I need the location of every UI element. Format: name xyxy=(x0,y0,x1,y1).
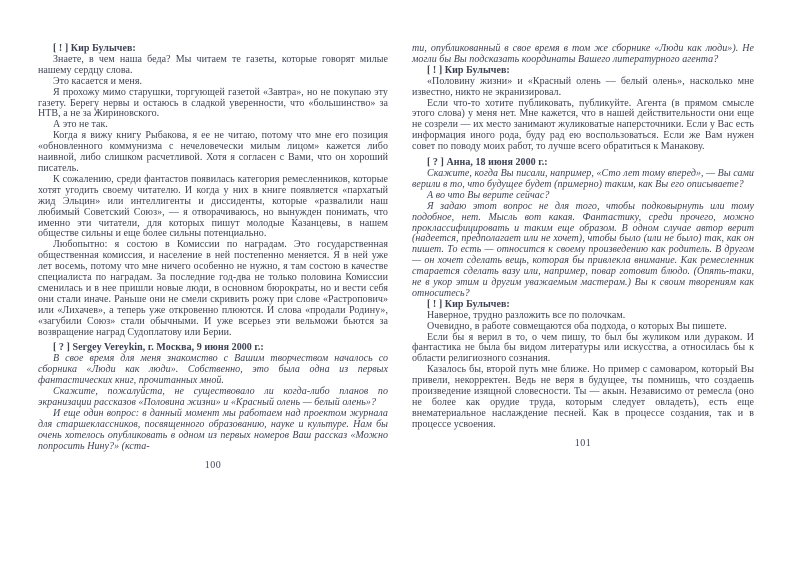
paragraph: Когда я вижу книгу Рыбакова, я ее не читаю, потому что мне его позиция «обновленного коммунизма с нечеловечески милым лицом» кажется либо наивной, либо слишком расчетливой. Хотя я согласен с Вами, что он хороший писатель. xyxy=(38,130,388,174)
paragraph: Наверное, трудно разложить все по полочкам. xyxy=(427,309,626,321)
paragraph: Это касается и меня. xyxy=(53,75,143,87)
page-number-left: 100 xyxy=(204,459,222,471)
page-right xyxy=(412,44,754,449)
paragraph: ти, опубликованный в свое время в том же сборнике «Люди как люди»). Не могли бы Вы подсказать координаты Вашего литературного агента? xyxy=(412,43,754,65)
paragraph: А это не так. xyxy=(53,119,108,131)
speaker-heading: [ ? ] Анна, 18 июня 2000 г.: xyxy=(427,157,548,169)
page-left xyxy=(38,44,388,471)
speaker-heading: [ ! ] Кир Булычев: xyxy=(427,64,510,76)
paragraph: Любопытно: я состою в Комиссии по наградам. Это государственная общественная комиссия, и население в ней постепенно меняется. Я в ней уже лет восемь, потому что мне ничего особенно не нужно, я там состою в качестве специалиста по наградам. За последние год-два не только половина Комиссии сменилась и в нее пришли новые люди, в основном бюрократы, но и вести себя они стали иначе. Раньше они не смели скривить рожу при слове «Растропович» или «Лихачев», а теперь уже откровенно плюются. И слова «продали Родину», «загубили Союз» стали обычными. И уже всерьез эти вельможи бьются за возвращение наград Судоплатову или Берии. xyxy=(38,239,388,338)
paragraph: К сожалению, среди фантастов появилась категория ремесленников, которые хотят угодить своему читателю. И когда у них в книге появляется «пархатый жид Эльцин» или интеллигенты и диссиденты, которые «развалили наш любимый Советский Союз», — я отворачиваюсь, но вынужден понимать, что именно эти читатели, для которых пишут молодые Казанцевы, в нашем обществе сильны и еще более сильны потенциально. xyxy=(38,173,388,240)
speaker-heading: [ ? ] Sergey Vereykin, г. Москва, 9 июня 2000 г.: xyxy=(53,342,264,354)
page-number-right: 101 xyxy=(574,437,592,449)
paragraph: А во что Вы верите сейчас? xyxy=(427,189,550,201)
paragraph: Я прохожу мимо старушки, торгующей газетой «Завтра», но не покупаю эту газету. Берегу нервы и остаюсь в сладкой уверенности, что «большинство» за НТВ, а не за Жириновского. xyxy=(38,86,388,120)
speaker-heading: [ ! ] Кир Булычев: xyxy=(427,298,510,310)
paragraph: Я задаю этот вопрос не для того, чтобы подковырнуть или тому подобное, нет. Мысль вот какая. Фантастику, среди прочего, можно проклассифицировать и таким еще образом. В одном случае автор верит (надеется, предполагает или не хочет), чтобы было (или не было) так, как он пишет. То есть — относится к своему произведению как родитель. В другом — он хочет сделать вещь, которая бы привлекла внимание. Как ремесленник старается сделать вазу или, например, повар готовит блюдо. (Опять-таки, не в укор этим и другим уважаемым мастерам.) Вы к своим творениям как относитесь? xyxy=(412,200,754,299)
paragraph: В свое время для меня знакомство с Вашим творчеством началось со сборника «Люди как люди». Собственно, это была одна из первых фантастических книг, прочитанных мной. xyxy=(38,353,388,387)
page-left-text xyxy=(38,44,388,453)
speaker-heading: [ ! ] Кир Булычев: xyxy=(53,43,136,54)
paragraph: И еще один вопрос: в данный момент мы работаем над проектом журнала для старшеклассников, посвященного образованию, науке и культуре. Нам бы очень хотелось опубликовать в одном из первых номеров Ваш рассказ «Можно попросить Нину?» (кста- xyxy=(38,407,388,452)
paragraph: Знаете, в чем наша беда? Мы читаем те газеты, которые говорят милые нашему сердцу слова. xyxy=(38,53,388,76)
paragraph: «Половину жизни» и «Красный олень — белый олень», насколько мне известно, никто не экранизировал. xyxy=(412,75,754,98)
paragraph: Очевидно, в работе совмещаются оба подхода, о которых Вы пишете. xyxy=(427,320,727,332)
paragraph: Казалось бы, второй путь мне ближе. Но пример с самоваром, который Вы привели, некорректен. Ведь не веря в будущее, ты помнишь, что создаешь произведение изящной словесности. Ты — акын. Независимо от ремесла (оно не более как орудие труда, которым следует овладеть), есть еще внематериальное наслаждение песней. Как в процессе создания, так и в процессе усвоения. xyxy=(412,364,754,430)
paragraph: Скажите, когда Вы писали, например, «Сто лет тому вперед», — Вы сами верили в то, что будущее будет (примерно) таким, как Вы его описываете? xyxy=(412,167,754,190)
paragraph: Если бы я верил в то, о чем пишу, то был бы жуликом или дураком. И фантастика не была бы видом литературы или искусства, а относилась бы к области религиозного сознания. xyxy=(412,331,754,365)
paragraph: Если что-то хотите публиковать, публикуйте. Агента (в прямом смысле этого слова) у меня нет. Мне кажется, что в нашей действительности они еще не созрели — их место занимают жуликоватые наперсточники. Если у Вас есть информация иного рода, буду рад ею воспользоваться. Если же Вам нужен совет по поводу моих работ, то лучше всего обратиться к Манакову. xyxy=(412,97,754,153)
page-right-text xyxy=(412,44,754,431)
paragraph: Скажите, пожалуйста, не существовало ли когда-либо планов по экранизации рассказов «Половина жизни» и «Красный олень — белый олень»? xyxy=(38,386,388,408)
